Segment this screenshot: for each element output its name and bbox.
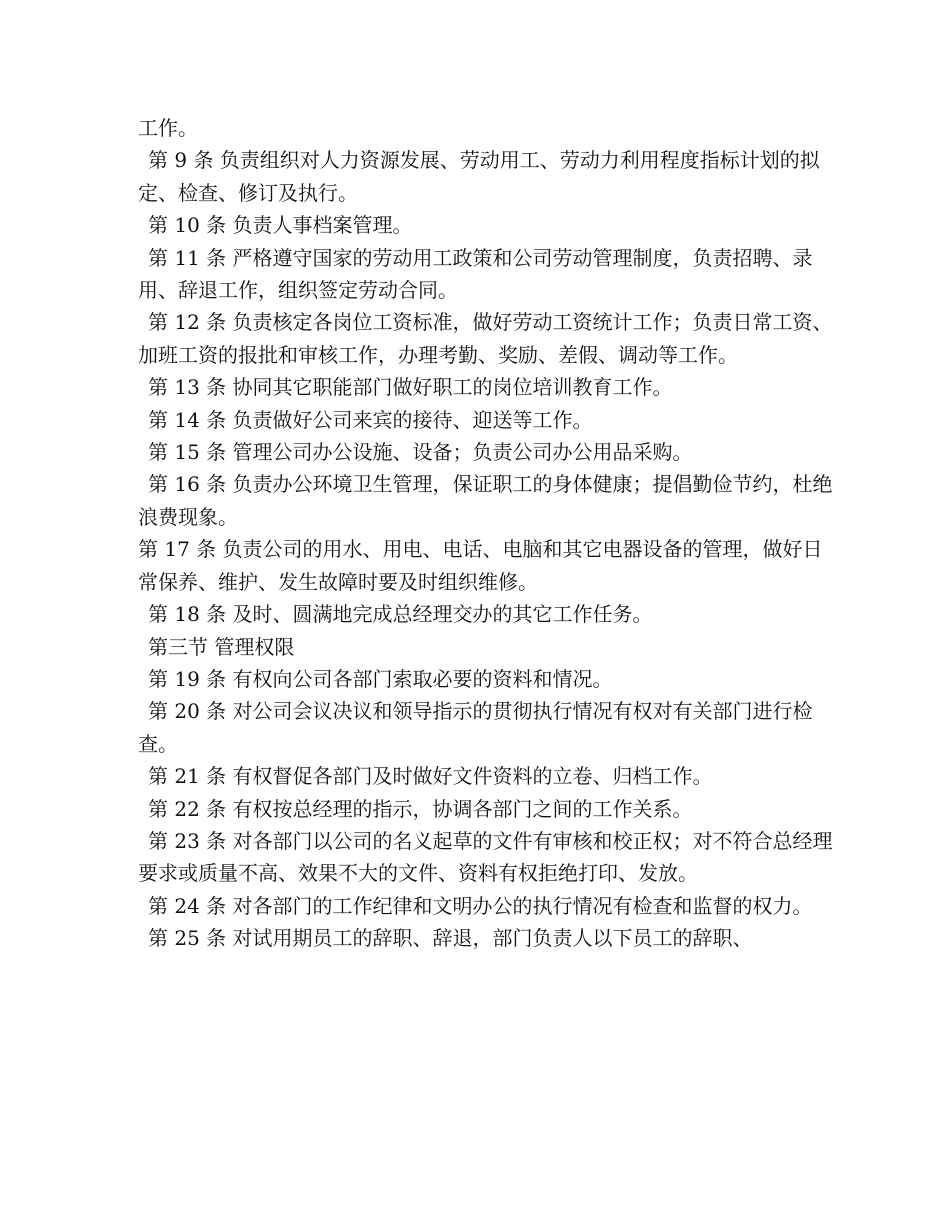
article-13: 第 13 条 协同其它职能部门做好职工的岗位培训教育工作。 bbox=[148, 375, 673, 400]
document-body bbox=[138, 112, 838, 955]
article-18: 第 18 条 及时、圆满地完成总经理交办的其它工作任务。 bbox=[148, 602, 653, 627]
article-10: 第 10 条 负责人事档案管理。 bbox=[148, 213, 413, 238]
article-20: 第 20 条 对公司会议决议和领导指示的贯彻执行情况有权对有关部门进行检查。 bbox=[138, 699, 813, 756]
article-19: 第 19 条 有权向公司各部门索取必要的资料和情况。 bbox=[148, 666, 613, 691]
article-11: 第 11 条 严格遵守国家的劳动用工政策和公司劳动管理制度，负责招聘、录用、辞退工作，组织签定劳动合同。 bbox=[138, 245, 813, 303]
section-heading: 第三节 管理权限 bbox=[148, 634, 295, 659]
article-21: 第 21 条 有权督促各部门及时做好文件资料的立卷、归档工作。 bbox=[148, 764, 713, 789]
paragraph-continuation: 工作。 bbox=[138, 116, 198, 140]
article-17: 第 17 条 负责公司的用水、用电、电话、电脑和其它电器设备的管理，做好日常保养、维护、发生故障时要及时组织维修。 bbox=[138, 537, 823, 594]
article-24: 第 24 条 对各部门的工作纪律和文明办公的执行情况有检查和监督的权力。 bbox=[148, 893, 813, 918]
article-23: 第 23 条 对各部门以公司的名义起草的文件有审核和校正权；对不符合总经理要求或质量不高、效果不大的文件、资料有权拒绝打印、发放。 bbox=[138, 828, 833, 886]
article-15: 第 15 条 管理公司办公设施、设备；负责公司办公用品采购。 bbox=[148, 440, 693, 465]
article-22: 第 22 条 有权按总经理的指示，协调各部门之间的工作关系。 bbox=[148, 796, 693, 821]
article-9: 第 9 条 负责组织对人力资源发展、劳动用工、劳动力利用程度指标计划的拟定、检查、修订及执行。 bbox=[138, 148, 820, 205]
article-25: 第 25 条 对试用期员工的辞职、辞退，部门负责人以下员工的辞职、 bbox=[148, 926, 753, 951]
article-12: 第 12 条 负责核定各岗位工资标准，做好劳动工资统计工作；负责日常工资、加班工资的报批和审核工作，办理考勤、奖励、差假、调动等工作。 bbox=[138, 310, 833, 367]
article-14: 第 14 条 负责做好公司来宾的接待、迎送等工作。 bbox=[148, 407, 593, 432]
article-16: 第 16 条 负责办公环境卫生管理，保证职工的身体健康；提倡勤俭节约，杜绝浪费现象。 bbox=[138, 472, 833, 529]
